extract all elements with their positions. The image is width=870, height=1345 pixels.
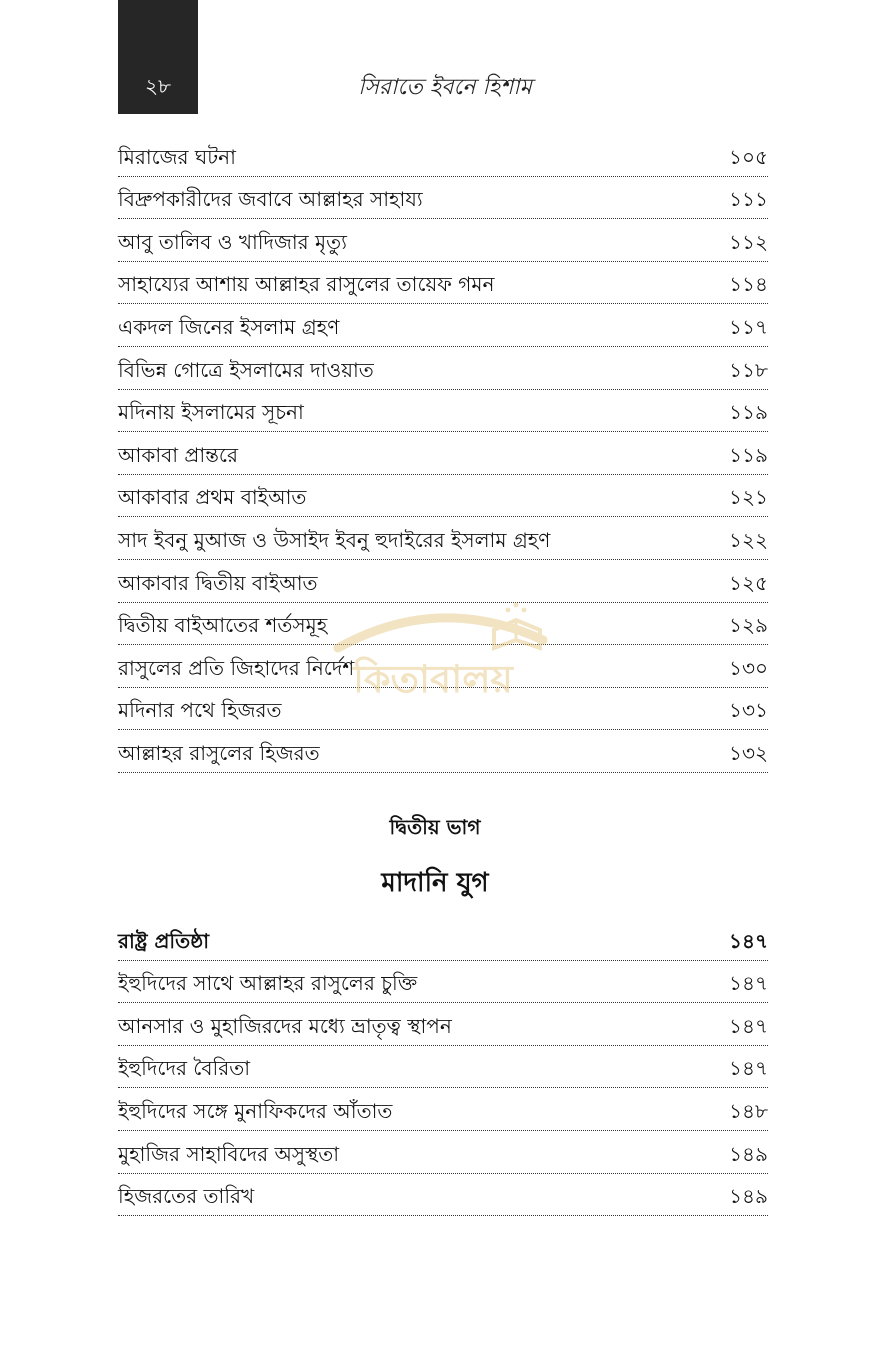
toc-row (118, 645, 768, 688)
toc-row (118, 432, 768, 475)
toc-entry-title: আনসার ও মুহাজিরদের মধ্যে ভ্রাতৃত্ব স্থাপন (118, 1013, 452, 1038)
toc-entry-page: ১২১ (729, 485, 768, 510)
toc-entry-page: ১৩২ (729, 740, 768, 765)
toc-row (118, 688, 768, 731)
toc-entry-title: রাসুলের প্রতি জিহাদের নির্দেশ (118, 655, 355, 680)
toc-row (118, 1174, 768, 1217)
toc-entry-title: আকাবা প্রান্তরে (118, 442, 238, 467)
toc-entry-page: ১৩০ (729, 655, 768, 680)
toc-list-part-two (118, 918, 768, 1216)
toc-entry-page: ১১৮ (729, 357, 768, 382)
toc-entry-page: ১০৫ (729, 144, 768, 169)
toc-entry-page: ১১২ (729, 229, 768, 254)
toc-entry-page: ১৪৭ (729, 971, 768, 996)
toc-row (118, 961, 768, 1004)
toc-entry-title: আল্লাহর রাসুলের হিজরত (118, 740, 320, 765)
toc-row (118, 1046, 768, 1089)
toc-entry-page: ১২২ (729, 527, 768, 552)
toc-entry-title: ইহুদিদের বৈরিতা (118, 1056, 251, 1081)
toc-entry-title: সাদ ইবনু মুআজ ও উসাইদ ইবনু হুদাইরের ইসলাম গ্রহণ (118, 527, 551, 552)
toc-entry-title: আবু তালিব ও খাদিজার মৃত্যু (118, 229, 347, 254)
toc-list-part-one (118, 134, 768, 773)
toc-entry-title: বিদ্রুপকারীদের জবাবে আল্লাহর সাহায্য (118, 187, 423, 212)
toc-row (118, 219, 768, 262)
toc-entry-title: সাহায্যের আশায় আল্লাহর রাসুলের তায়েফ গমন (118, 272, 495, 297)
toc-entry-title: একদল জিনের ইসলাম গ্রহণ (118, 314, 340, 339)
toc-entry-page: ১৪৭ (729, 928, 768, 953)
toc-row (118, 304, 768, 347)
toc-entry-page: ১২৫ (729, 570, 768, 595)
toc-entry-page: ১১৯ (729, 442, 768, 467)
toc-row (118, 730, 768, 773)
toc-row (118, 390, 768, 433)
toc-entry-title: ইহুদিদের সঙ্গে মুনাফিকদের আঁতাত (118, 1098, 393, 1123)
part-title: মাদানি যুগ (381, 868, 489, 898)
toc-entry-page: ১১৯ (729, 400, 768, 425)
toc-entry-title: হিজরতের তারিখ (118, 1184, 255, 1209)
toc-row (118, 517, 768, 560)
toc-entry-title: রাষ্ট্র প্রতিষ্ঠা (118, 928, 209, 953)
toc-row (118, 1003, 768, 1046)
toc-entry-page: ১২৯ (729, 613, 768, 638)
toc-entry-title: আকাবার দ্বিতীয় বাইআত (118, 570, 318, 595)
toc-entry-title: মুহাজির সাহাবিদের অসুস্থতা (118, 1141, 340, 1166)
toc-row (118, 603, 768, 646)
toc-entry-page: ১১৪ (729, 272, 768, 297)
toc-entry-page: ১৪৭ (729, 1013, 768, 1038)
watermark-text: কিতাবালয় (353, 657, 513, 701)
toc-row-section-heading (118, 918, 768, 961)
toc-entry-page: ১১১ (729, 187, 768, 212)
toc-row (118, 475, 768, 518)
toc-entry-page: ১৪৯ (729, 1184, 768, 1209)
toc-entry-title: মদিনায় ইসলামের সূচনা (118, 400, 304, 425)
toc-entry-page: ১৪৯ (729, 1141, 768, 1166)
toc-row (118, 560, 768, 603)
toc-entry-title: মদিনার পথে হিজরত (118, 698, 282, 723)
page-number: ২৮ (145, 74, 171, 98)
toc-entry-title: মিরাজের ঘটনা (118, 144, 236, 169)
toc-entry-title: দ্বিতীয় বাইআতের শর্তসমূহ (118, 613, 328, 638)
toc-entry-page: ১১৭ (729, 314, 768, 339)
toc-row (118, 1131, 768, 1174)
toc-entry-page: ১৩১ (729, 698, 768, 723)
toc-entry-page: ১৪৮ (729, 1098, 768, 1123)
toc-row (118, 1088, 768, 1131)
toc-row (118, 134, 768, 177)
toc-entry-page: ১৪৭ (729, 1056, 768, 1081)
toc-entry-title: ইহুদিদের সাথে আল্লাহর রাসুলের চুক্তি (118, 971, 418, 996)
part-label: দ্বিতীয় ভাগ (389, 815, 481, 839)
running-title: সিরাতে ইবনে হিশাম (358, 75, 532, 100)
toc-entry-title: বিভিন্ন গোত্রে ইসলামের দাওয়াত (118, 357, 374, 382)
toc-entry-title: আকাবার প্রথম বাইআত (118, 485, 307, 510)
toc-row (118, 347, 768, 390)
toc-row (118, 177, 768, 220)
toc-row (118, 262, 768, 305)
